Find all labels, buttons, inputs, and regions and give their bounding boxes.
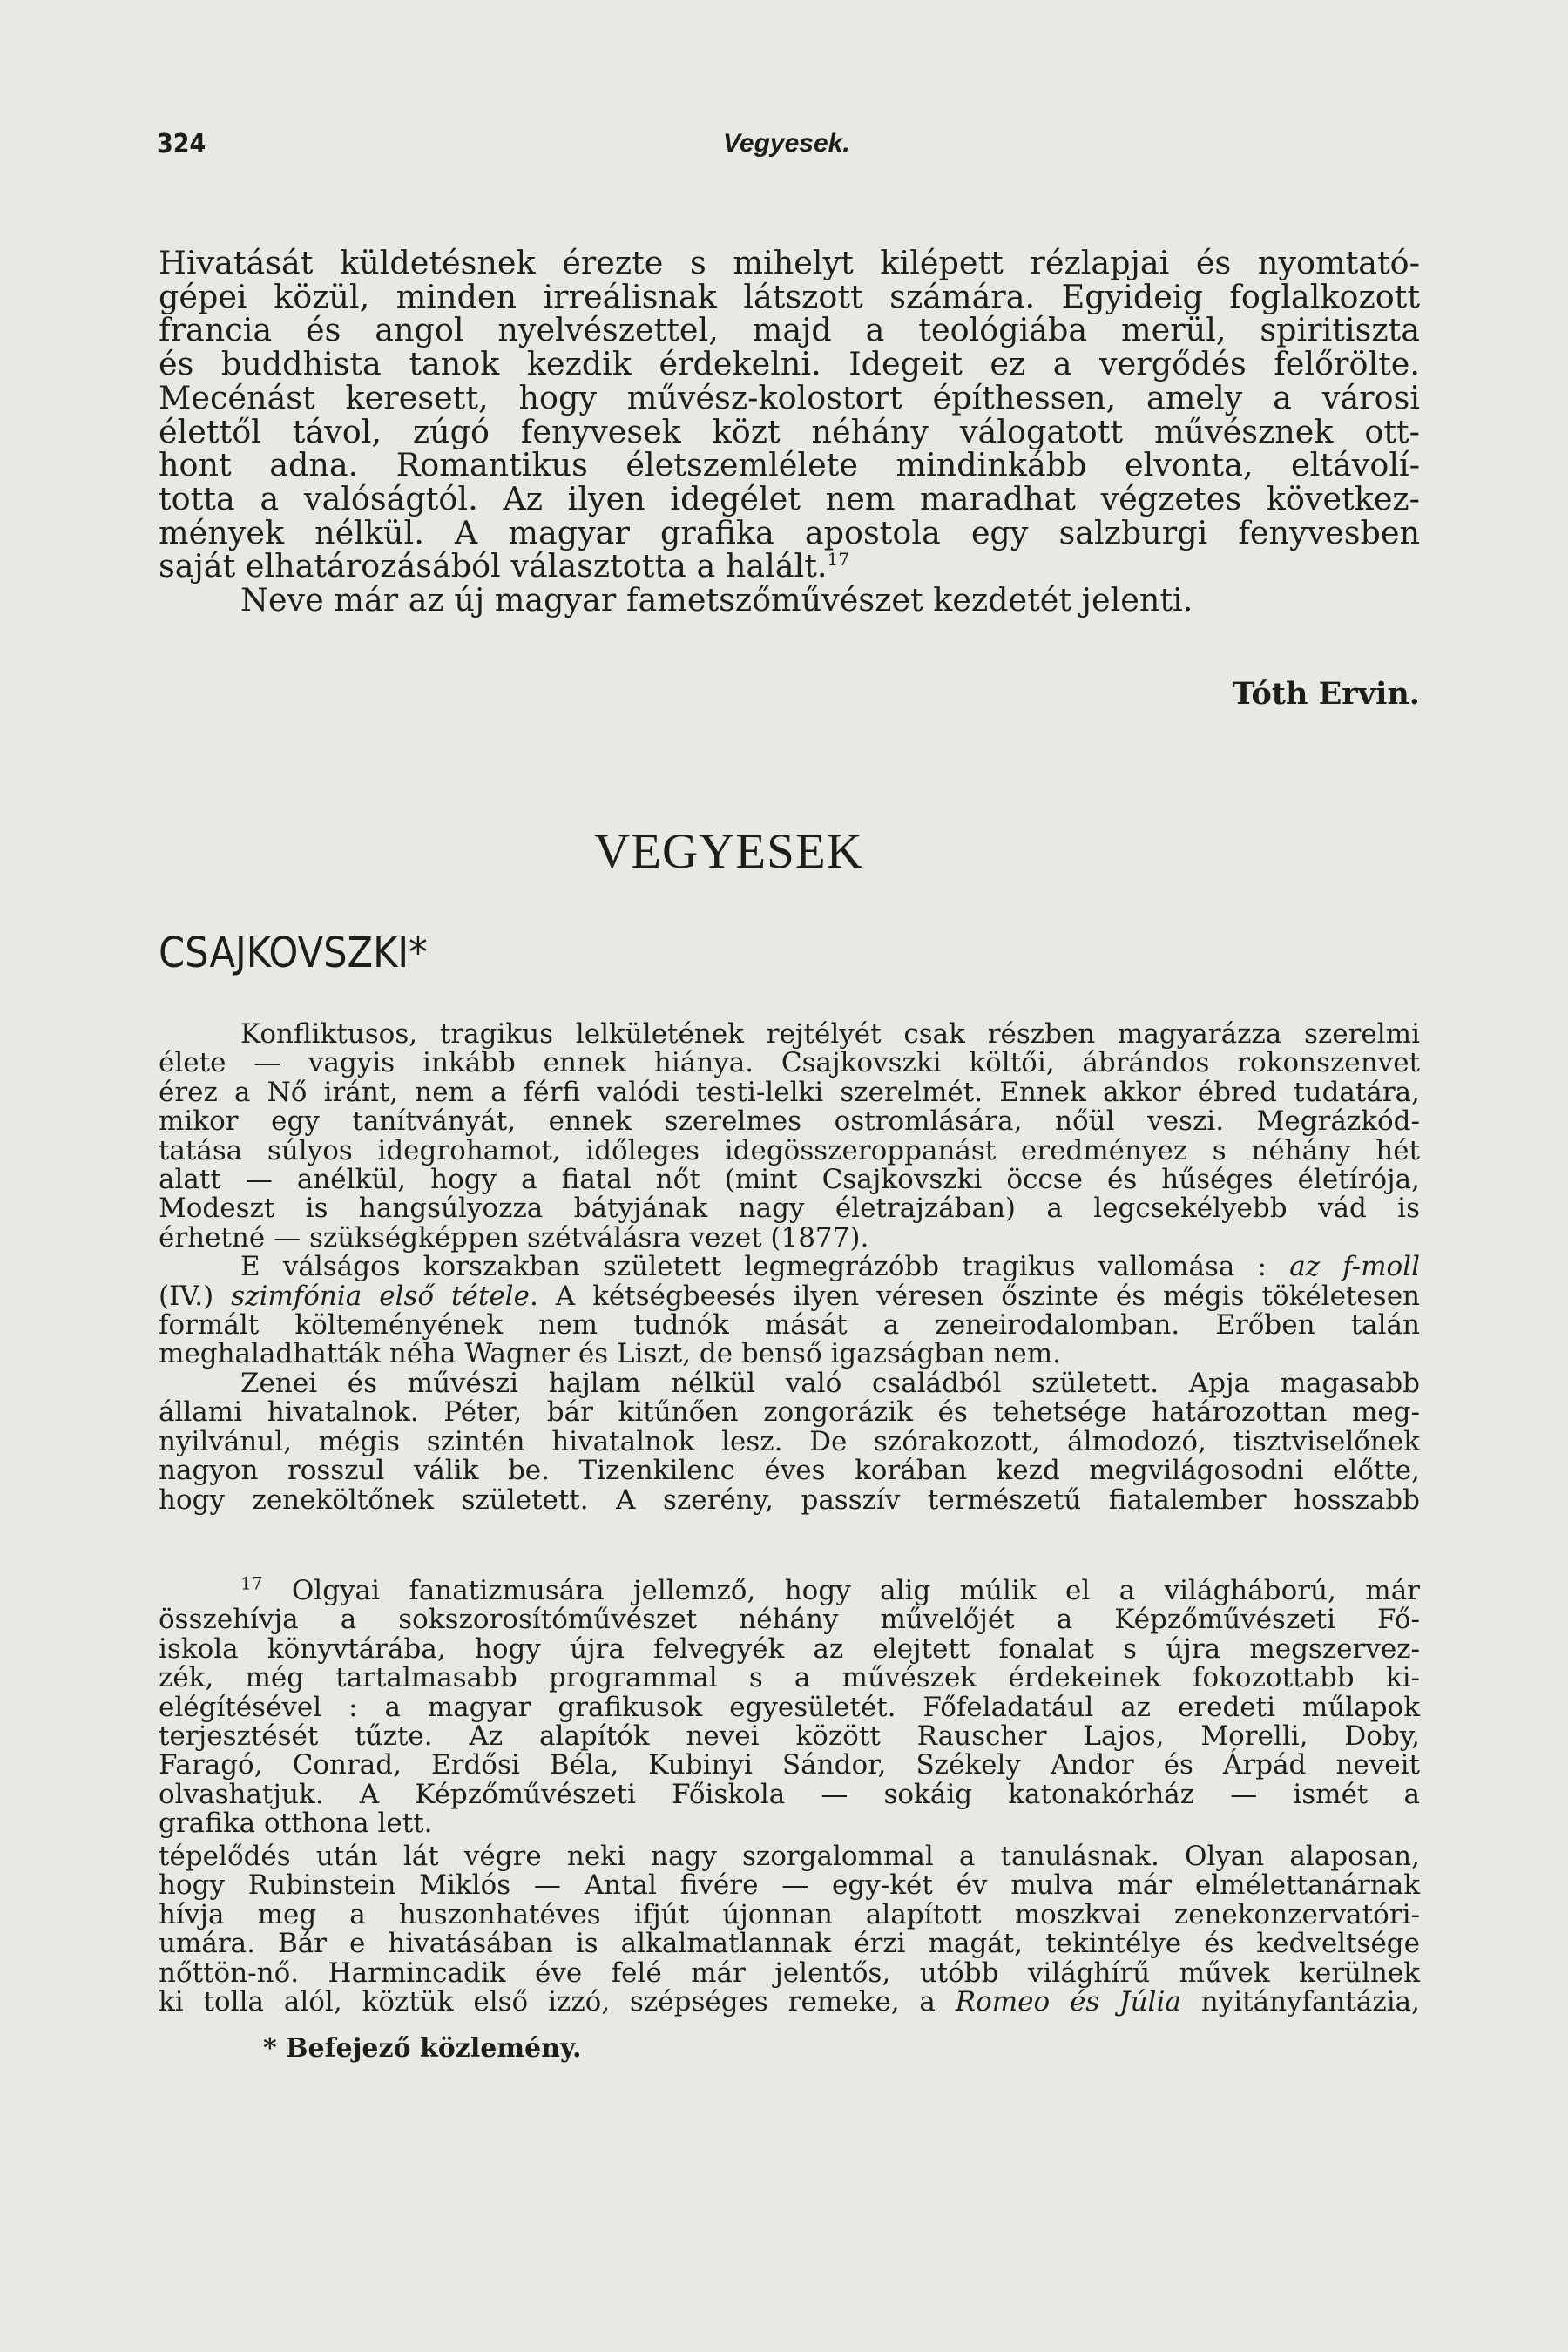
text-line: gépei közül, minden irreálisnak látszott számára. Egyideig foglalkozott: [159, 277, 1420, 315]
footnote-number: 17: [240, 1572, 263, 1594]
text-line: összehívja a sokszorosítóművészet néhány művelőjét a Képzőművészeti Fő-: [159, 1604, 1420, 1636]
text-segment: nyitányfantázia,: [1180, 1986, 1420, 2018]
text-line: [159, 1282, 1420, 1311]
article-title: CSAJKOVSZKI*: [159, 929, 428, 977]
text-line: élettől távol, zúgó fenyvesek közt néhány válogatott művésznek ott-: [159, 412, 1420, 450]
author-signature: Tóth Ervin.: [1232, 676, 1420, 712]
text-line: iskola könyvtárába, hogy újra felvegyék az elejtett fonalat s újra megszervez-: [159, 1632, 1420, 1665]
text-line: olvashatjuk. A Képzőművészeti Főiskola — sokáig katonakórház — ismét a: [159, 1778, 1420, 1810]
text-line: terjesztését tűzte. Az alapítók nevei között Rauscher Lajos, Morelli, Doby,: [159, 1720, 1420, 1753]
asterisk-footnote: * Befejező közlemény.: [263, 2033, 582, 2064]
text-line: zék, még tartalmasabb programmal s a művészek érdekeinek fokozottabb ki-: [159, 1662, 1420, 1694]
text-line: nagyon rosszul válik be. Tizenkilenc éves korában kezd megvilágosodni előtte,: [159, 1455, 1420, 1487]
text-line: tatása súlyos idegrohamot, időleges idegösszeroppanást eredményez s néhány hét: [159, 1134, 1420, 1166]
text-line: hívja meg a huszonhatéves ifjút újonnan alapított moszkvai zenekonzervatóri-: [159, 1898, 1420, 1930]
article-body: [159, 1020, 1420, 1515]
text-line: [159, 547, 1420, 585]
text-line: meghaladhatták néha Wagner és Liszt, de benső igazságban nem.: [159, 1338, 1062, 1370]
text-line: Konfliktusos, tragikus lelkületének rejtélyét csak részben magyarázza szerelmi: [240, 1018, 1420, 1050]
text-line: Modeszt is hangsúlyozza bátyjának nagy életrajzában) a legcsekélyebb vád is: [159, 1193, 1420, 1225]
text-segment: (IV.): [159, 1280, 232, 1312]
footnote-reference: 17: [827, 549, 849, 571]
text-line: francia és angol nyelvészettel, majd a teológiába merül, spiritiszta: [159, 311, 1420, 349]
text-line: hogy Rubinstein Miklós — Antal fivére — egy-két év mulva már elmélettanárnak: [159, 1869, 1420, 1902]
text-line: állami hivatalnok. Péter, bár kitűnően zongorázik és tehetsége határozottan meg-: [159, 1396, 1420, 1429]
intro-paragraph: [159, 244, 1420, 619]
text-line: hogy zeneköltőnek született. A szerény, passzív természetű fiatalember hosszabb: [159, 1484, 1420, 1516]
text-line: Zenei és művészi hajlam nélkül való családból született. Apja magasabb: [240, 1367, 1420, 1399]
text-segment: E válságos korszakban született legmegrázóbb tragikus vallomása :: [240, 1251, 1290, 1283]
emphasis-text: Romeo és Júlia: [955, 1986, 1181, 2018]
text-line-content: saját elhatározásából választotta a halált.: [159, 547, 828, 585]
text-line: formált költeményének nem tudnók mását a zeneirodalomban. Erőben talán: [159, 1309, 1420, 1342]
text-segment: ki tolla alól, köztük első izzó, szépséges remeke, a: [159, 1986, 956, 2018]
text-line: grafika otthona lett.: [159, 1808, 433, 1840]
text-line: Hivatását küldetésnek érezte s mihelyt kilépett rézlapjai és nyomtató-: [159, 244, 1420, 281]
text-line: és buddhista tanok kezdik érdekelni. Idegeit ez a vergődés felőrölte.: [159, 345, 1420, 383]
text-line: [159, 1988, 1420, 2017]
text-segment: . A kétségbeesés ilyen véresen őszinte és mégis tökéletesen: [529, 1280, 1420, 1312]
section-title: VEGYESEK: [594, 824, 863, 879]
text-line: nőttön-nő. Harmincadik éve felé már jelentős, utóbb világhírű művek kerülnek: [159, 1957, 1420, 1989]
text-line: [159, 1253, 1420, 1281]
text-line: mikor egy tanítványát, ennek szerelmes ostromlására, nőül veszi. Megrázkód-: [159, 1105, 1420, 1138]
running-title: Vegyesek.: [723, 129, 850, 158]
emphasis-text: szimfónia első tétele: [231, 1280, 530, 1312]
text-line: umára. Bár e hivatásában is alkalmatlannak érzi magát, tekintélye és kedveltsége: [159, 1928, 1420, 1960]
text-line: Neve már az új magyar fametszőművészet kezdetét jelenti.: [240, 581, 1193, 619]
text-segment: Olgyai fanatizmusára jellemző, hogy alig múlik el a világháború, már: [262, 1575, 1420, 1606]
article-continuation: [159, 1842, 1420, 2017]
text-line: alatt — anélkül, hogy a fiatal nőt (mint Csajkovszki öccse és hűséges életírója,: [159, 1164, 1420, 1196]
text-line: elégítésével : a magyar grafikusok egyesületét. Főfeladatául az eredeti műlapok: [159, 1691, 1420, 1723]
text-line: totta a valóságtól. Az ilyen idegélet nem maradhat végzetes következ-: [159, 479, 1420, 517]
text-line: mények nélkül. A magyar grafika apostola egy salzburgi fenyvesben: [159, 513, 1420, 551]
page-number: 324: [157, 129, 206, 159]
text-line: nyilvánul, mégis szintén hivatalnok lesz. De szórakozott, álmodozó, tisztviselőnek: [159, 1425, 1420, 1457]
emphasis-text: az f-moll: [1289, 1251, 1420, 1283]
text-line: Mecénást keresett, hogy művész-kolostort építhessen, amely a városi: [159, 378, 1420, 416]
text-line: érhetné — szükségképpen szétválásra vezet (1877).: [159, 1221, 869, 1254]
text-line: [159, 1572, 1420, 1606]
text-line: érez a Nő iránt, nem a férfi valódi testi-lelki szerelmét. Ennek akkor ébred tudatára,: [159, 1076, 1420, 1108]
text-line: élete — vagyis inkább ennek hiánya. Csajkovszki költői, ábrándos rokonszenvet: [159, 1047, 1420, 1079]
page-header: [157, 129, 1420, 167]
text-line: tépelődés után lát végre neki nagy szorgalommal a tanulásnak. Olyan alaposan,: [159, 1841, 1420, 1872]
text-line: Faragó, Conrad, Erdősi Béla, Kubinyi Sándor, Székely Andor és Árpád neveit: [159, 1749, 1420, 1781]
footnote: [159, 1572, 1420, 1840]
text-line: hont adna. Romantikus életszemlélete mindinkább elvonta, eltávolí-: [159, 446, 1420, 484]
